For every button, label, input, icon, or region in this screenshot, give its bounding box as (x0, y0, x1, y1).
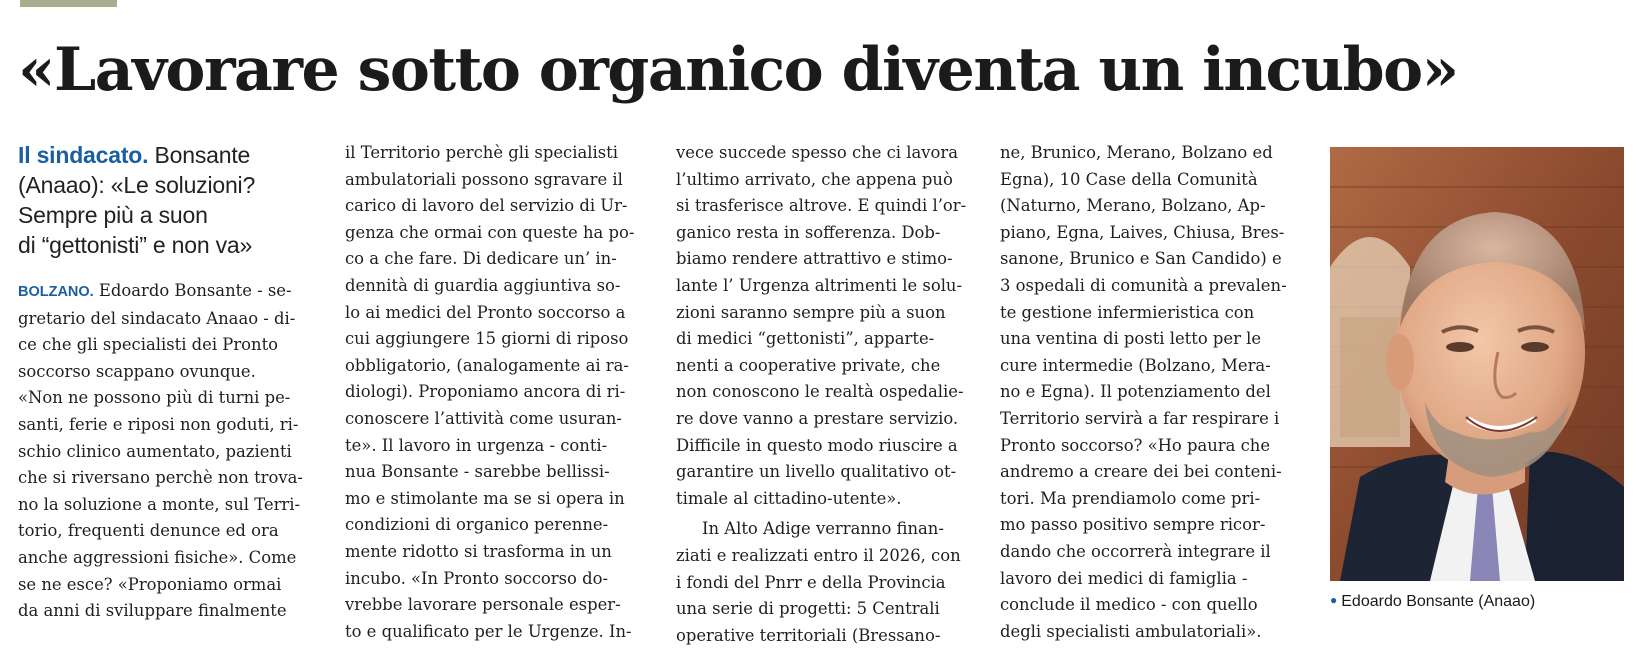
body-line: si trasferisce altrove. E quindi l’or- (676, 196, 967, 216)
body-line: andremo a creare dei bei conteni- (1000, 462, 1282, 482)
body-line: conclude il medico - con quello (1000, 595, 1258, 615)
body-line (18, 278, 318, 306)
body-line: lante l’ Urgenza altrimenti le solu- (676, 275, 963, 295)
body-line: vrebbe lavorare personale esper- (345, 595, 621, 615)
deck-line: (Anaao): «Le soluzioni? (18, 172, 256, 198)
body-line: ziati e realizzati entro il 2026, con (676, 545, 961, 565)
body-line: nenti a cooperative private, che (676, 355, 941, 375)
headline: «Lavorare sotto organico diventa un incubo» (18, 35, 1458, 105)
body-text: Edoardo Bonsante - se- (93, 281, 292, 300)
section-marker-bar (20, 0, 117, 7)
body-line: In Alto Adige verranno finan- (702, 519, 944, 539)
body-line: co a che fare. Di dedicare un’ in- (345, 249, 617, 269)
body-line: ne, Brunico, Merano, Bolzano ed (1000, 143, 1273, 162)
photo-caption (1330, 588, 1630, 614)
deck-line: Sempre più a suon (18, 202, 208, 228)
portrait-illustration (1330, 147, 1624, 581)
article-column-2 (345, 140, 645, 645)
body-line: garantire un livello qualitativo ot- (676, 462, 957, 482)
body-line: non conoscono le realtà ospedalie- (676, 382, 964, 402)
body-line: mo e stimolante ma se si opera in (345, 488, 625, 508)
body-line: il Territorio perchè gli specialisti (345, 143, 618, 162)
body-line: ganico resta in sofferenza. Dob- (676, 222, 941, 242)
body-line: to e qualificato per le Urgenze. In- (345, 621, 632, 641)
body-line: ambulatoriali possono sgravare il (345, 169, 623, 189)
deck-line (18, 140, 318, 170)
caption-text: Edoardo Bonsante (Anaao) (1341, 593, 1536, 610)
body-line: carico di lavoro del servizio di Ur- (345, 196, 628, 216)
body-line: re dove vanno a prestare servizio. (676, 408, 959, 428)
body-line: diologi). Proponiamo ancora di ri- (345, 382, 626, 402)
body-line: (Naturno, Merano, Bolzano, Ap- (1000, 196, 1266, 216)
body-line: soccorso scappano ovunque. (18, 361, 256, 381)
body-line: vece succede spesso che ci lavora (676, 143, 959, 162)
body-line: incubo. «In Pronto soccorso do- (345, 568, 608, 588)
article-deck (18, 140, 318, 260)
body-line: piano, Egna, Laives, Chiusa, Bres- (1000, 222, 1285, 242)
body-line: se ne esce? «Proponiamo ormai (18, 574, 282, 594)
body-line: dando che occorrerà integrare il (1000, 541, 1271, 561)
article-column-3 (676, 140, 976, 649)
body-line: 3 ospedali di comunità a prevalen- (1000, 275, 1287, 295)
body-line: di medici “gettonisti”, apparte- (676, 329, 935, 349)
body-line: gretario del sindacato Anaao - di- (18, 308, 296, 328)
body-line: tori. Ma prendiamolo come pri- (1000, 488, 1261, 508)
body-line: zioni saranno sempre più a suon (676, 302, 946, 322)
body-line: Territorio servirà a far respirare i (1000, 408, 1280, 428)
deck-kicker: Il sindacato. (18, 142, 149, 168)
body-line: ce che gli specialisti dei Pronto (18, 335, 279, 355)
dateline: BOLZANO. (18, 284, 94, 300)
body-line: obbligatorio, (analogamente ai ra- (345, 355, 629, 375)
body-line: una ventina di posti letto per le (1000, 329, 1262, 349)
body-line: da anni di sviluppare finalmente (18, 601, 287, 621)
deck-line: di “gettonisti” e non va» (18, 232, 253, 258)
body-line: conoscere l’attività come usuran- (345, 408, 622, 428)
body-line: no e Egna). Il potenziamento del (1000, 382, 1271, 402)
body-line: lavoro dei medici di famiglia - (1000, 568, 1248, 588)
body-line: te». Il lavoro in urgenza - conti- (345, 435, 608, 455)
article-column-4 (1000, 140, 1300, 645)
body-line: operative territoriali (Bressano- (676, 625, 941, 645)
body-line: Pronto soccorso? «Ho paura che (1000, 435, 1271, 455)
body-line: una serie di progetti: 5 Centrali (676, 599, 940, 619)
body-line: schio clinico aumentato, pazienti (18, 441, 292, 461)
body-line: dennità di guardia aggiuntiva so- (345, 275, 621, 295)
bullet-icon: ● (1330, 593, 1338, 607)
body-line: te gestione infermieristica con (1000, 302, 1255, 322)
body-line: Difficile in questo modo riuscire a (676, 435, 958, 455)
body-line: cure intermedie (Bolzano, Mera- (1000, 355, 1271, 375)
body-line: cui aggiungere 15 giorni di riposo (345, 329, 629, 349)
body-line: anche aggressioni fisiche». Come (18, 547, 297, 567)
body-line: genza che ormai con queste ha po- (345, 222, 635, 242)
body-line: mente ridotto si trasforma in un (345, 541, 612, 561)
body-line: degli specialisti ambulatoriali». (1000, 621, 1262, 641)
body-line: i fondi del Pnrr e della Provincia (676, 572, 946, 592)
body-line: Egna), 10 Case della Comunità (1000, 169, 1258, 189)
body-line: l’ultimo arrivato, che appena può (676, 169, 953, 189)
body-line: biamo rendere attrattivo e stimo- (676, 249, 953, 269)
body-line: timale al cittadino-utente». (676, 488, 902, 508)
body-line: mo passo positivo sempre ricor- (1000, 515, 1266, 535)
body-line: «Non ne possono più di turni pe- (18, 388, 291, 408)
deck-text: Bonsante (154, 142, 251, 168)
body-line: no la soluzione a monte, sul Terri- (18, 494, 301, 514)
body-line: nua Bonsante - sarebbe bellissi- (345, 462, 610, 482)
portrait-photo (1330, 147, 1624, 581)
article-column-1 (18, 140, 318, 625)
body-line: che si riversano perchè non trova- (18, 468, 303, 488)
body-line: santi, ferie e riposi non goduti, ri- (18, 414, 299, 434)
body-line: sanone, Brunico e San Candido) e (1000, 249, 1282, 269)
body-line: condizioni di organico perenne- (345, 515, 609, 535)
body-line: torio, frequenti denunce ed ora (18, 521, 279, 541)
body-line: lo ai medici del Pronto soccorso a (345, 302, 626, 322)
